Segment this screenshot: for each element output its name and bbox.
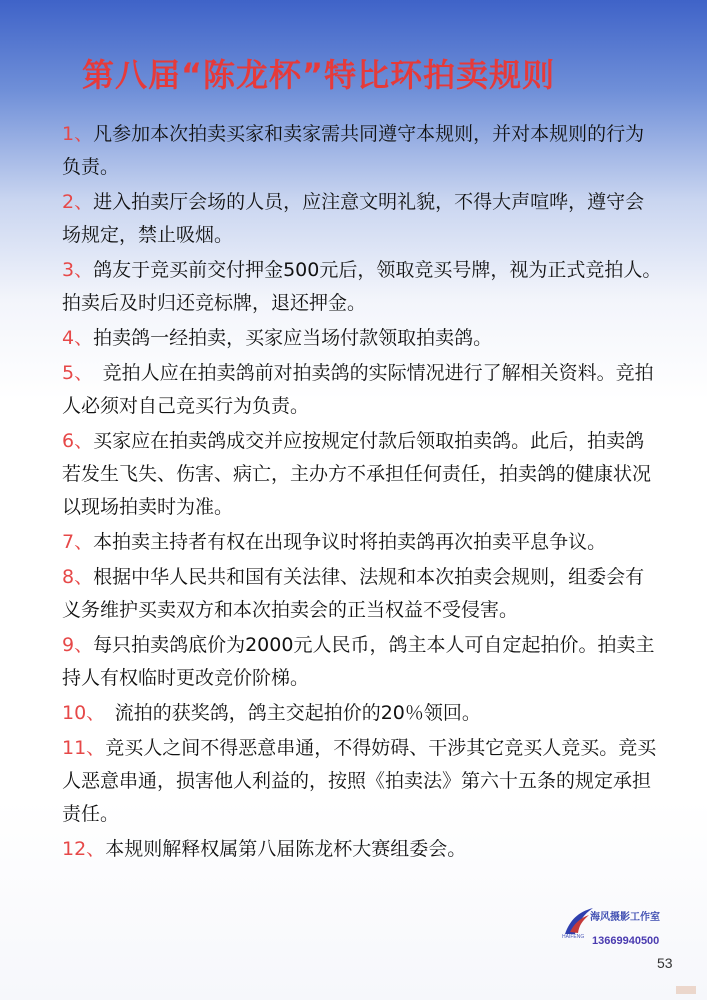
- rule-text: 凡参加本次拍卖买家和卖家需共同遵守本规则，并对本规则的行为负责。: [62, 123, 645, 178]
- rule-item: [62, 526, 662, 559]
- studio-brand: HAIFENG: [562, 934, 585, 940]
- rules-list: [62, 118, 662, 868]
- rule-item: [62, 118, 662, 184]
- rule-number: 9、: [62, 634, 94, 656]
- rule-number: 7、: [62, 531, 94, 553]
- rule-item: [62, 732, 662, 831]
- rule-text: 根据中华人民共和国有关法律、法规和本次拍卖会规则，组委会有义务维护买卖双方和本次拍卖会的正当权益不受侵害。: [62, 566, 645, 621]
- rule-text: 竞买人之间不得恶意串通，不得妨碍、干涉其它竞买人竞买。竞买人恶意串通，损害他人利益的，按照《拍卖法》第六十五条的规定承担责任。: [62, 737, 657, 825]
- rule-text: 拍卖鸽一经拍卖，买家应当场付款领取拍卖鸽。: [93, 327, 493, 349]
- rule-number: 8、: [62, 566, 94, 588]
- rule-text: 本拍卖主持者有权在出现争议时将拍卖鸽再次拍卖平息争议。: [93, 531, 607, 553]
- rule-text: 流拍的获奖鸽，鸽主交起拍价的20％领回。: [95, 702, 481, 724]
- rule-item: [62, 833, 662, 866]
- rule-text: 鸽友于竞买前交付押金500元后，领取竞买号牌，视为正式竞拍人。拍卖后及时归还竞标牌，退还押金。: [62, 259, 662, 314]
- corner-watermark: [676, 986, 696, 994]
- studio-logo: [562, 904, 672, 960]
- rule-number: 10、: [62, 702, 96, 724]
- rule-item: [62, 186, 662, 252]
- rule-text: 竞拍人应在拍卖鸽前对拍卖鸽的实际情况进行了解相关资料。竞拍人必须对自己竞买行为负责。: [62, 362, 654, 417]
- studio-name: 海风摄影工作室: [590, 912, 660, 923]
- rule-text: 每只拍卖鸽底价为2000元人民币，鸽主本人可自定起拍价。拍卖主持人有权临时更改竞价阶梯。: [62, 634, 655, 689]
- rule-number: 6、: [62, 430, 94, 452]
- studio-phone: 13669940500: [592, 935, 660, 947]
- rule-item: [62, 322, 662, 355]
- rule-item: [62, 629, 662, 695]
- rule-number: 4、: [62, 327, 94, 349]
- page-number: 53: [657, 955, 673, 971]
- rule-number: 11、: [62, 737, 106, 759]
- rule-item: [62, 254, 662, 320]
- rule-number: 3、: [62, 259, 94, 281]
- rule-item: [62, 697, 662, 730]
- page-title: 第八届“陈龙杯”特比环拍卖规则: [82, 56, 556, 94]
- rule-item: [62, 357, 662, 423]
- rule-item: [62, 425, 662, 524]
- rule-number: 2、: [62, 191, 94, 213]
- rule-number: 5、: [62, 362, 84, 384]
- rule-item: [62, 561, 662, 627]
- rule-number: 12、: [62, 838, 106, 860]
- rule-text: 进入拍卖厅会场的人员，应注意文明礼貌，不得大声喧哗，遵守会场规定，禁止吸烟。: [62, 191, 645, 246]
- rule-text: 本规则解释权属第八届陈龙杯大赛组委会。: [105, 838, 467, 860]
- rule-text: 买家应在拍卖鸽成交并应按规定付款后领取拍卖鸽。此后，拍卖鸽若发生飞失、伤害、病亡，主办方不承担任何责任，拍卖鸽的健康状况以现场拍卖时为准。: [62, 430, 652, 518]
- rule-number: 1、: [62, 123, 94, 145]
